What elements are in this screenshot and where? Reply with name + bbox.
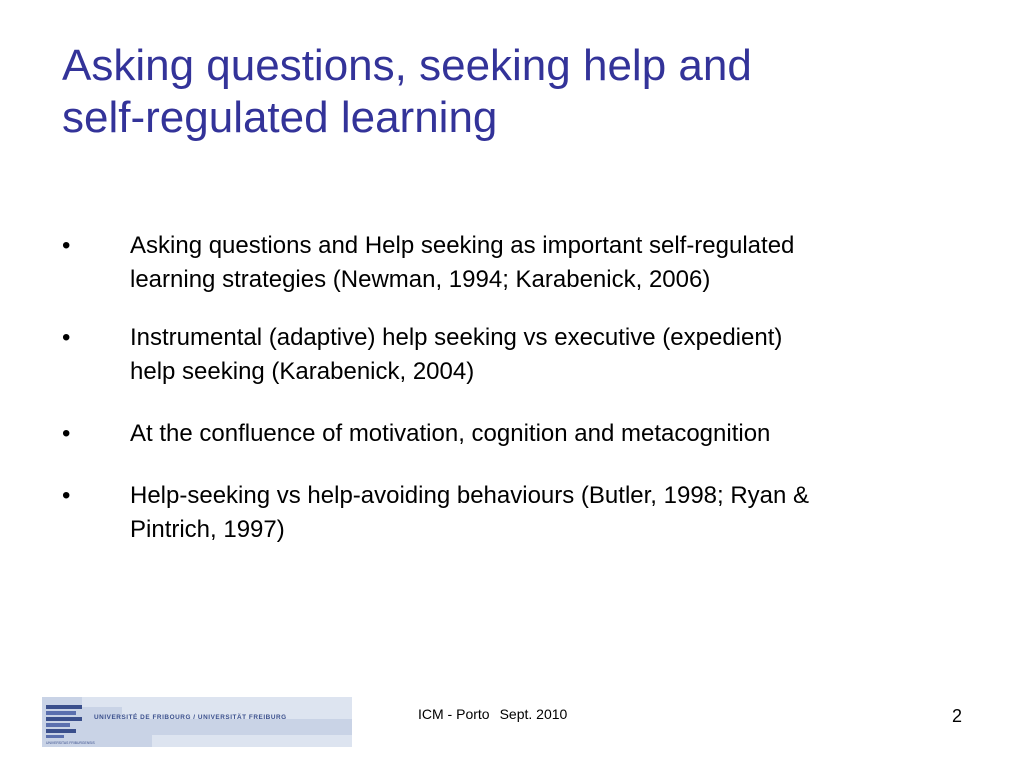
bullet-text-line: Instrumental (adaptive) help seeking vs executive (expedient) [130,324,783,351]
bullet-text [130,417,960,451]
footer-event: ICM - Porto [418,706,490,722]
bullet-text-line: Pintrich, 1997) [130,516,285,543]
university-logo [42,697,352,747]
bullet-text-line: Asking questions and Help seeking as important self-regulated [130,232,795,259]
bullet-text-line: At the confluence of motivation, cognition and metacognition [130,420,771,447]
logo-small-text: UNIVERSITAS FRIBURGENSIS [46,741,95,745]
bullet-marker: • [62,232,71,259]
bullet-marker: • [62,324,71,351]
bullet-text [130,229,960,297]
logo-university-name: UNIVERSITÉ DE FRIBOURG / UNIVERSITÄT FREIBURG [94,714,287,721]
logo-steps-graphic [42,697,352,747]
bullet-marker: • [62,420,71,447]
footer-info [418,706,567,722]
bullet-text-line: Help-seeking vs help-avoiding behaviours (Butler, 1998; Ryan & [130,482,810,509]
footer-date: Sept. 2010 [499,706,568,722]
slide-title-line: Asking questions, seeking help and [62,41,752,90]
bullet-marker: • [62,482,71,509]
page-number: 2 [952,706,963,726]
bullet-text [130,479,960,547]
bullet-text-line: learning strategies (Newman, 1994; Karabenick, 2006) [130,266,711,293]
slide-title-line: self-regulated learning [62,93,498,142]
bullet-text [130,321,960,389]
bullet-text-line: help seeking (Karabenick, 2004) [130,358,475,385]
